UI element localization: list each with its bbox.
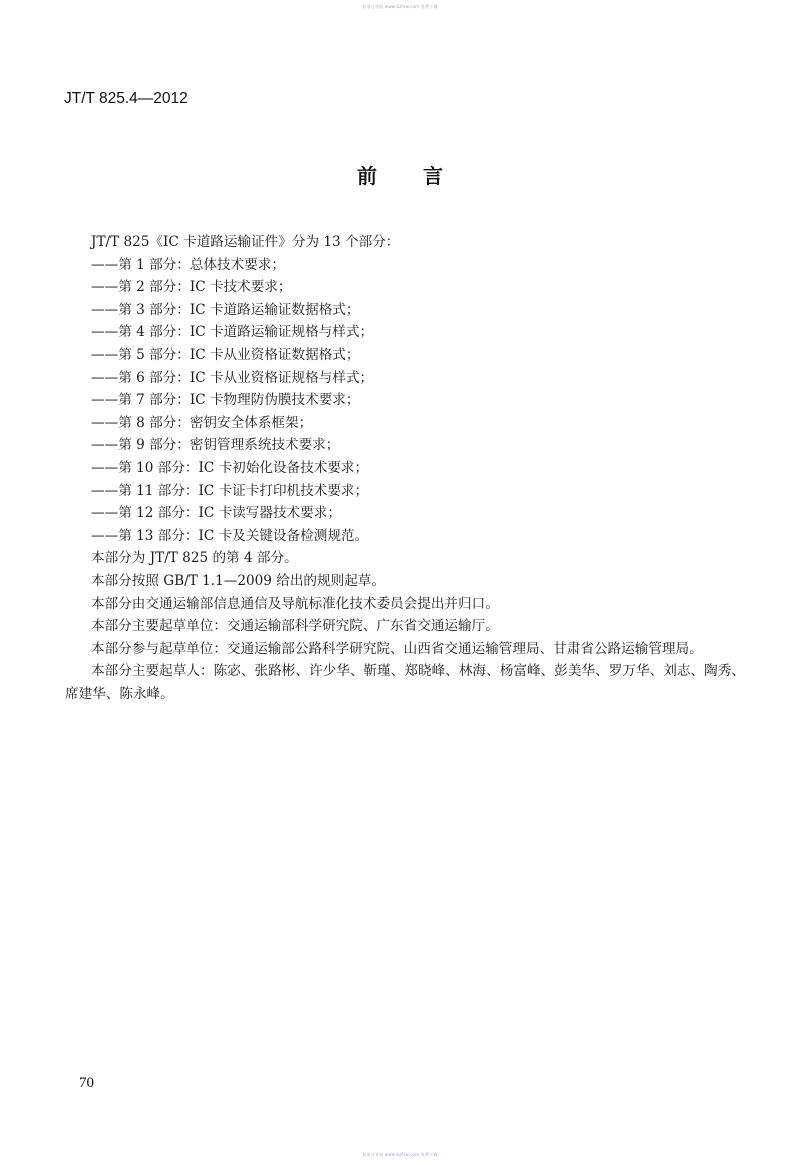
- part-list-item: ——第 2 部分：IC 卡技术要求；: [91, 279, 292, 296]
- part-list-item: ——第 13 部分：IC 卡及关键设备检测规范。: [91, 527, 369, 544]
- drafters-paragraph: 本部分主要起草人：陈宓、张路彬、许少华、靳瑾、郑晓峰、林海、杨富峰、彭美华、罗万华、刘志、陶秀、席建华、陈永峰。: [65, 663, 745, 702]
- header-watermark: 标准分享网 www.bzfxw.com 免费下载: [362, 4, 438, 9]
- part-list-item: ——第 6 部分：IC 卡从业资格证规格与样式；: [91, 369, 374, 386]
- part-list-item: ——第 9 部分：密钥管理系统技术要求；: [91, 437, 340, 454]
- part-list-item: ——第 12 部分：IC 卡读写器技术要求；: [91, 505, 341, 522]
- footer-watermark: 标准分享网 www.bzfxw.com 免费下载: [362, 1152, 438, 1157]
- part-list-item: ——第 10 部分：IC 卡初始化设备技术要求；: [91, 459, 369, 476]
- part-list-item: ——第 5 部分：IC 卡从业资格证数据格式；: [91, 346, 360, 363]
- part-list-item: ——第 11 部分：IC 卡证卡打印机技术要求；: [91, 482, 369, 499]
- statement-paragraph: 本部分主要起草单位：交通运输部科学研究院、广东省交通运输厅。: [91, 618, 499, 635]
- participants-paragraph: 本部分参与起草单位：交通运输部公路科学研究院、山西省交通运输管理局、甘肃省公路运输管理局。: [91, 640, 703, 657]
- foreword-body: [65, 231, 745, 705]
- part-list-item: ——第 1 部分：总体技术要求；: [91, 256, 286, 273]
- part-list-item: ——第 4 部分：IC 卡道路运输证规格与样式；: [91, 324, 374, 341]
- statement-paragraph: 本部分按照 GB/T 1.1—2009 给出的规则起草。: [91, 572, 385, 589]
- page-number: 70: [79, 1075, 94, 1091]
- page-title: [0, 160, 800, 189]
- statement-paragraph: 本部分由交通运输部信息通信及导航标准化技术委员会提出并归口。: [91, 595, 499, 612]
- part-list-item: ——第 7 部分：IC 卡物理防伪膜技术要求；: [91, 392, 360, 409]
- statement-paragraph: 本部分为 JT/T 825 的第 4 部分。: [91, 550, 298, 567]
- title-char-2: 言: [423, 164, 443, 188]
- title-char-1: 前: [357, 164, 377, 188]
- part-list-item: ——第 8 部分：密钥安全体系框架；: [91, 414, 313, 431]
- part-list-item: ——第 3 部分：IC 卡道路运输证数据格式；: [91, 301, 360, 318]
- standard-code: JT/T 825.4—2012: [64, 90, 188, 107]
- intro-paragraph: JT/T 825《IC 卡道路运输证件》分为 13 个部分：: [91, 234, 400, 250]
